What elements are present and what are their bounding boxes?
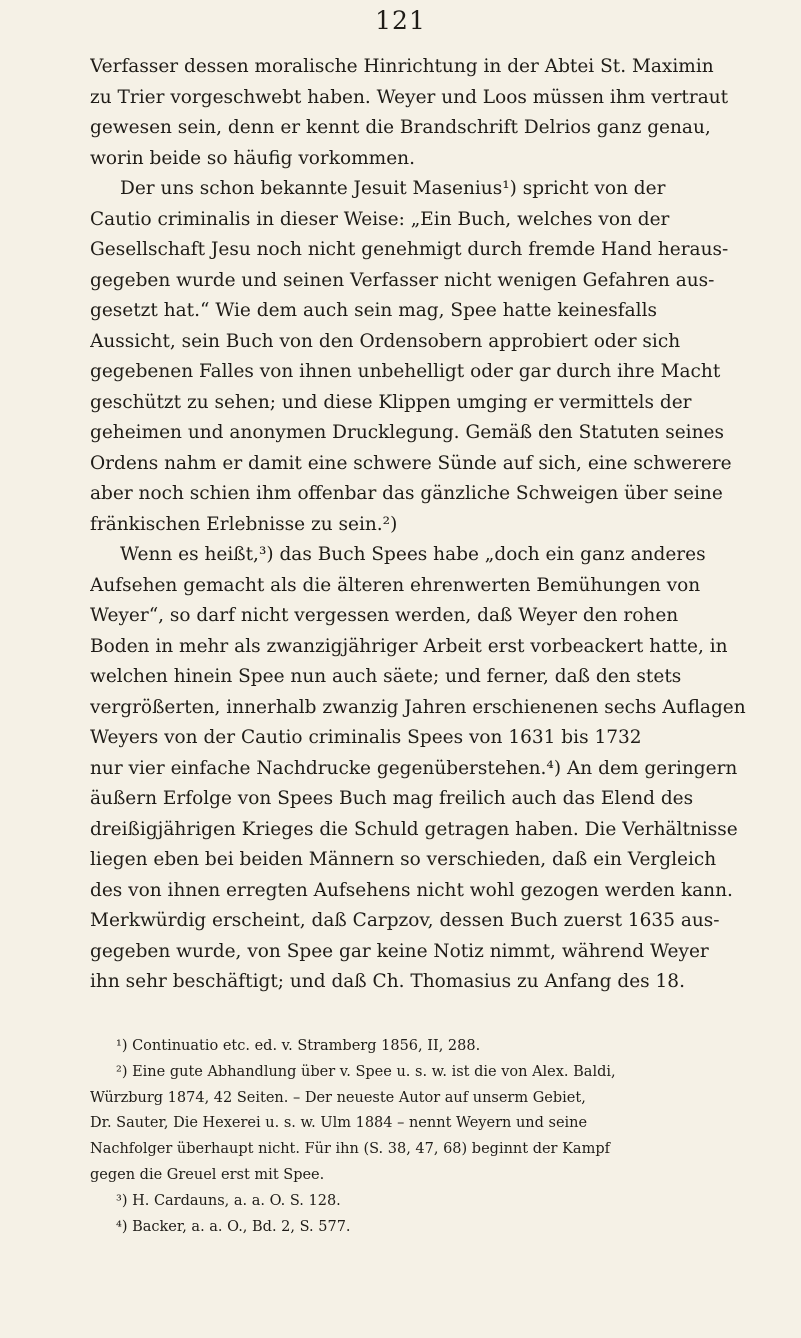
text-line: nur vier einfache Nachdrucke gegenüberstehen.⁴) An dem geringern [90, 757, 738, 779]
text-line: Ordens nahm er damit eine schwere Sünde auf sich, eine schwerere [90, 452, 732, 474]
text-line: aber noch schien ihm offenbar das gänzliche Schweigen über seine [90, 483, 723, 504]
text-line: welchen hinein Spee nun auch säete; und ferner, daß den stets [90, 666, 682, 687]
text-line: geschützt zu sehen; und diese Klippen umging er vermittels der [90, 391, 692, 413]
text-line: fränkischen Erlebnisse zu sein.²) [90, 513, 398, 535]
text-line: Gesellschaft Jesu noch nicht genehmigt durch fremde Hand heraus- [90, 239, 729, 260]
text-line: Der uns schon bekannte Jesuit Masenius¹) spricht von der [120, 178, 666, 199]
text-line: gegebenen Falles von ihnen unbehelligt oder gar durch ihre Macht [90, 361, 721, 382]
footnote-line: Dr. Sauter, Die Hexerei u. s. w. Ulm 1884 – nennt Weyern und seine [90, 1115, 588, 1132]
text-line: gewesen sein, denn er kennt die Brandschrift Delrios ganz genau, [90, 117, 711, 138]
text-line: dreißigjährigen Krieges die Schuld getragen haben. Die Verhältnisse [90, 818, 738, 840]
text-line: äußern Erfolge von Spees Buch mag freilich auch das Elend des [90, 788, 694, 809]
text-line: Merkwürdig erscheint, daß Carpzov, dessen Buch zuerst 1635 aus- [90, 910, 720, 931]
footnote-line: gegen die Greuel erst mit Spee. [90, 1166, 325, 1183]
text-line: Aufsehen gemacht als die älteren ehrenwerten Bemühungen von [90, 574, 701, 596]
footnote-line: ¹) Continuatio etc. ed. v. Stramberg 1856, II, 288. [116, 1038, 481, 1054]
main-text [90, 52, 780, 998]
text-line: gesetzt hat.“ Wie dem auch sein mag, Spee hatte keinesfalls [90, 300, 657, 321]
text-line: ihn sehr beschäftigt; und daß Ch. Thomasius zu Anfang des 18. [90, 971, 685, 992]
footnotes [90, 1034, 780, 1240]
text-line: Weyers von der Cautio criminalis Spees von 1631 bis 1732 [90, 727, 642, 748]
footnote-line: Nachfolger überhaupt nicht. Für ihn (S. 38, 47, 68) beginnt der Kampf [90, 1141, 610, 1158]
footnote-line: Würzburg 1874, 42 Seiten. – Der neueste Autor auf unserm Gebiet, [90, 1089, 586, 1106]
text-line: Weyer“, so darf nicht vergessen werden, daß Weyer den rohen [90, 605, 679, 626]
footnote-line: ²) Eine gute Abhandlung über v. Spee u. s. w. ist die von Alex. Baldi, [116, 1063, 616, 1080]
text-line: geheimen und anonymen Drucklegung. Gemäß den Statuten seines [90, 422, 724, 443]
page-number: 121 [375, 6, 426, 35]
text-line: worin beide so häufig vorkommen. [90, 147, 415, 169]
text-line: gegeben wurde, von Spee gar keine Notiz nimmt, während Weyer [90, 940, 709, 962]
text-line: vergrößerten, innerhalb zwanzig Jahren erschienenen sechs Auflagen [90, 696, 746, 718]
text-line: gegeben wurde und seinen Verfasser nicht wenigen Gefahren aus- [90, 269, 715, 291]
text-line: Verfasser dessen moralische Hinrichtung in der Abtei St. Maximin [90, 56, 714, 77]
footnote-line: ⁴) Backer, a. a. O., Bd. 2, S. 577. [116, 1218, 351, 1235]
text-line: des von ihnen erregten Aufsehens nicht wohl gezogen werden kann. [90, 879, 733, 901]
text-line: zu Trier vorgeschwebt haben. Weyer und Loos müssen ihm vertraut [90, 86, 729, 108]
text-line: Aussicht, sein Buch von den Ordensobern approbiert oder sich [90, 330, 681, 352]
text-line: Cautio criminalis in dieser Weise: „Ein Buch, welches von der [90, 208, 670, 230]
text-line: Boden in mehr als zwanzigjähriger Arbeit erst vorbeackert hatte, in [90, 635, 728, 657]
text-line: Wenn es heißt,³) das Buch Spees habe „doch ein ganz anderes [120, 544, 706, 565]
text-line: liegen eben bei beiden Männern so verschieden, daß ein Vergleich [90, 849, 717, 870]
footnote-line: ³) H. Cardauns, a. a. O. S. 128. [116, 1192, 341, 1209]
